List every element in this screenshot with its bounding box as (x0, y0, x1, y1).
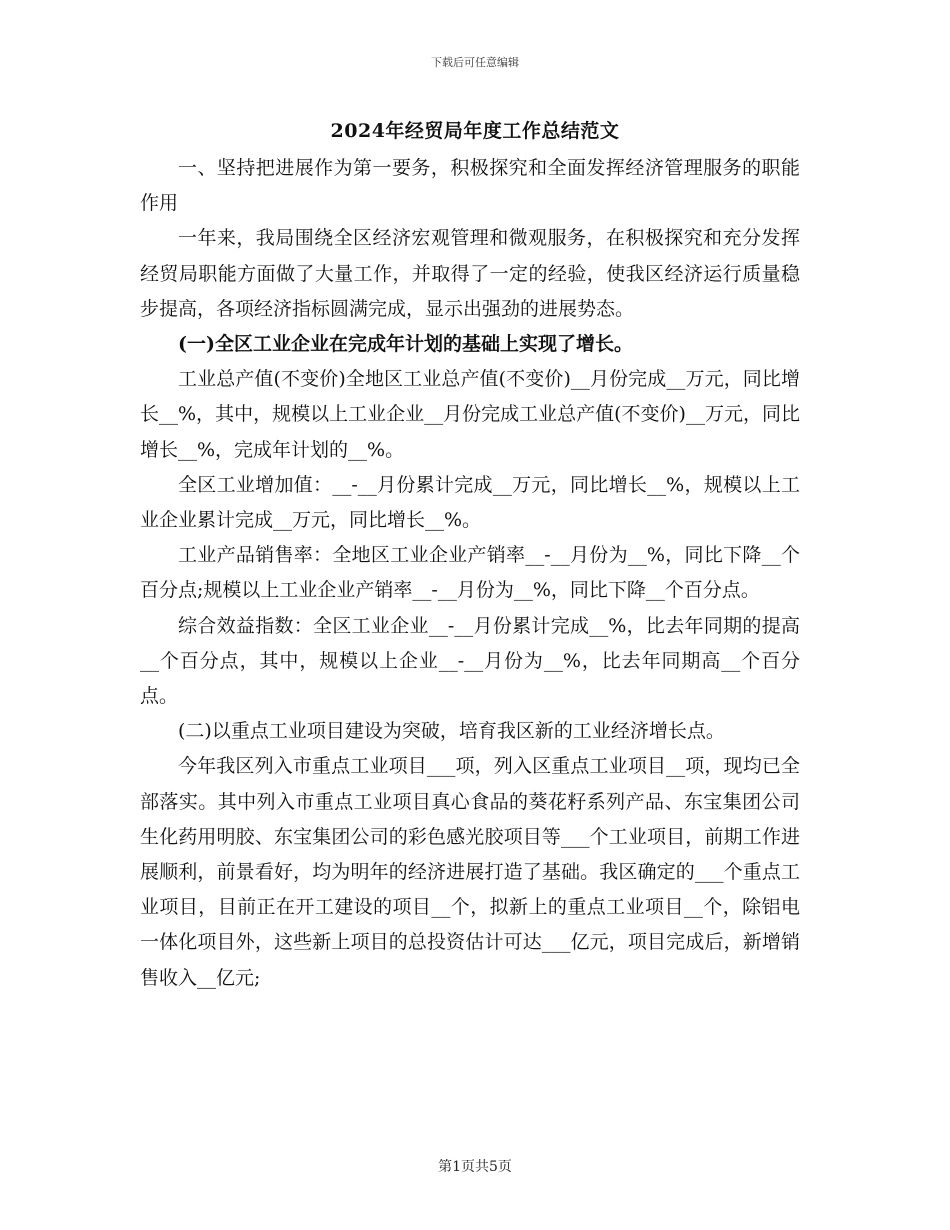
body-paragraph: 全区工业增加值：__-__月份累计完成__万元，同比增长__%，规模以上工业企业累计完成__万元，同比增长__%。 (140, 473, 800, 532)
subsection-heading-1: (一)全区工业企业在完成年计划的基础上实现了增长。 (178, 333, 633, 356)
body-paragraph: 一年来，我局围绕全区经济宏观管理和微观服务，在积极探究和充分发挥经贸局职能方面做了大量工作，并取得了一定的经验，使我区经济运行质量稳步提高，各项经济指标圆满完成，显示出强劲的进展势态。 (140, 227, 800, 320)
section-heading-1: 一、坚持把进展作为第一要务，积极探究和全面发挥经济管理服务的职能作用 (140, 157, 800, 215)
page-footer: 第1页共5页 (438, 1159, 512, 1175)
document-body (140, 151, 800, 996)
document-title: 2024年经贸局年度工作总结范文 (330, 120, 620, 142)
subsection-heading-2: (二)以重点工业项目建设为突破，培育我区新的工业经济增长点。 (178, 720, 725, 743)
body-paragraph: 工业产品销售率：全地区工业企业产销率__-__月份为__%，同比下降__个百分点;规模以上工业企业产销率__-__月份为__%，同比下降__个百分点。 (140, 544, 800, 602)
page-header-note: 下载后可任意编辑 (431, 56, 519, 69)
body-paragraph: 今年我区列入市重点工业项目___项，列入区重点工业项目__项，现均已全部落实。其中列入市重点工业项目真心食品的葵花籽系列产品、东宝集团公司生化药用明胶、东宝集团公司的彩色感光胶项目等___个工业项目，前期工作进展顺利，前景看好，均为明年的经济进展打造了基础。我区确定的___个重点工业项目，目前正在开工建设的项目__个，拟新上的重点工业项目__个，除铝电一体化项目外，这些新上项目的总投资估计可达___亿元，项目完成后，新增销售收入__亿元; (140, 755, 800, 989)
body-paragraph: 工业总产值(不变价)全地区工业总产值(不变价)__月份完成__万元，同比增长__%，其中，规模以上工业企业__月份完成工业总产值(不变价)__万元，同比增长__%，完成年计划的__%。 (140, 368, 800, 461)
body-paragraph: 综合效益指数：全区工业企业__-__月份累计完成__%，比去年同期的提高__个百分点，其中，规模以上企业__-__月份为__%，比去年同期高__个百分点。 (140, 614, 800, 708)
